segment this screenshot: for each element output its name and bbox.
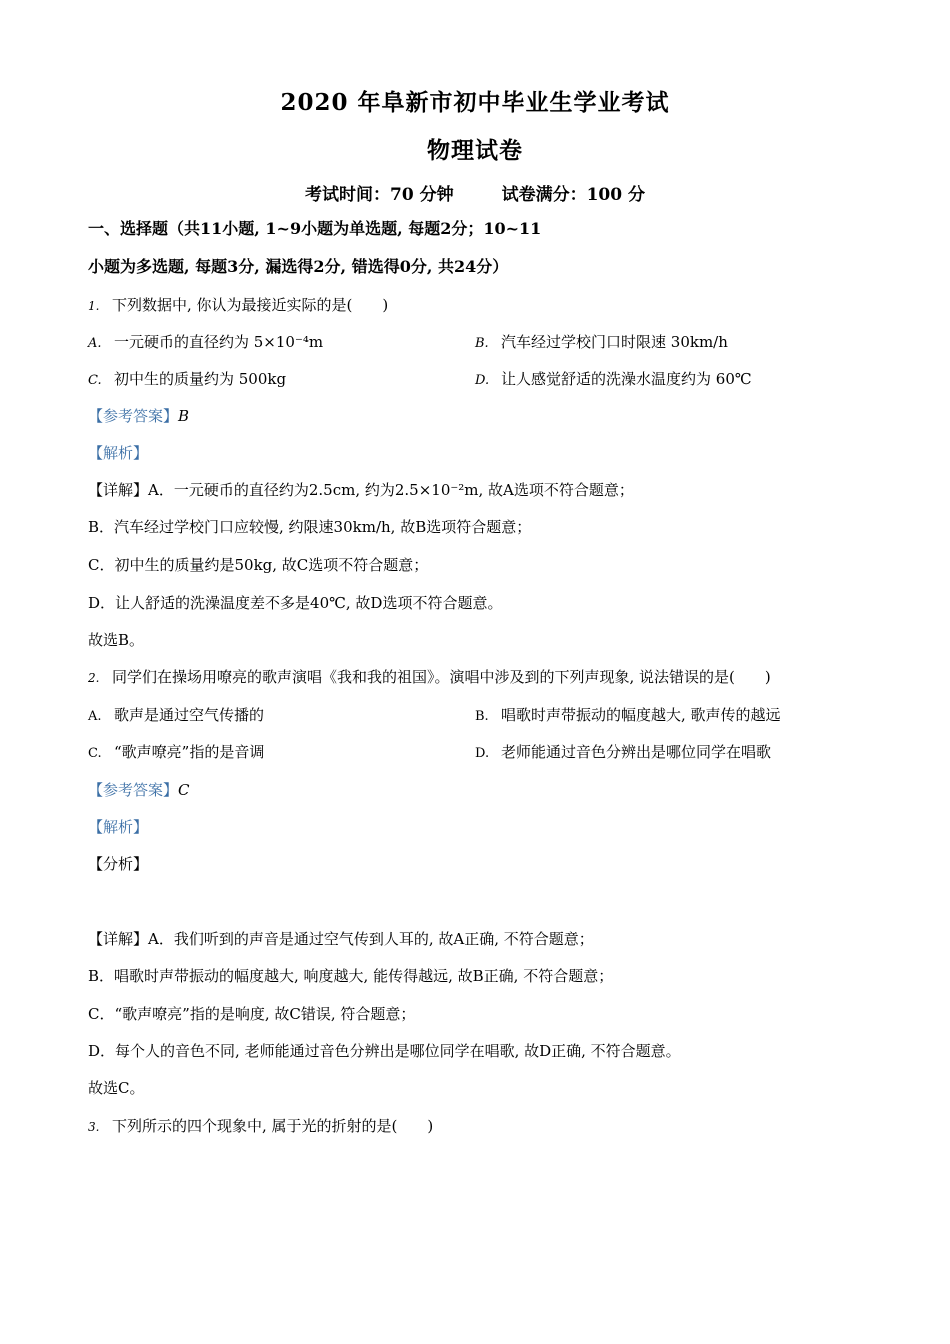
q2-conclusion: 故选C。 xyxy=(88,1079,145,1097)
option-letter: A. xyxy=(88,709,102,724)
exam-title: 2020 年阜新市初中毕业生学业考试 xyxy=(280,89,670,116)
question-3 xyxy=(88,1115,433,1138)
option-text: 唱歌时声带振动的幅度越大, 歌声传的越远 xyxy=(501,706,781,724)
option-text: 歌声是通过空气传播的 xyxy=(114,706,265,724)
option-text: “歌声嘹亮”指的是音调 xyxy=(114,743,265,761)
answer-label: 【参考答案】 xyxy=(88,781,179,799)
q1-option-c xyxy=(88,368,286,392)
question-1 xyxy=(88,294,388,317)
option-text: 老师能通过音色分辨出是哪位同学在唱歌 xyxy=(501,743,772,761)
exam-info xyxy=(0,180,950,205)
answer-value: B xyxy=(178,407,190,425)
question-2 xyxy=(88,666,771,689)
q2-option-d xyxy=(475,741,771,765)
q2-analysis-label: 【解析】 xyxy=(88,818,149,836)
q1-detail-b: B．汽车经过学校门口应较慢, 约限速30km/h, 故B选项符合题意； xyxy=(88,518,532,536)
question-stem: 同学们在操场用嘹亮的歌声演唱《我和我的祖国》。演唱中涉及到的下列声现象, 说法错误的是( ) xyxy=(112,668,771,686)
option-letter: B. xyxy=(475,336,489,351)
q2-option-a xyxy=(88,704,264,728)
option-letter: B. xyxy=(475,709,489,724)
exam-subject: 物理试卷 xyxy=(427,137,523,164)
question-number: 1. xyxy=(88,299,100,313)
option-text: 一元硬币的直径约为 5×10⁻⁴m xyxy=(114,333,324,351)
q2-option-c xyxy=(88,741,264,765)
q1-detail-d: D．让人舒适的洗澡温度差不多是40℃, 故D选项不符合题意。 xyxy=(88,594,503,612)
option-text: 让人感觉舒适的洗澡水温度约为 60℃ xyxy=(501,370,752,388)
q1-option-b xyxy=(475,331,728,355)
answer-value: C xyxy=(178,781,190,799)
exam-time: 考试时间：70 分钟 xyxy=(305,185,454,205)
answer-label: 【参考答案】 xyxy=(88,407,179,425)
q1-detail-c: C．初中生的质量约是50kg, 故C选项不符合题意； xyxy=(88,556,429,574)
q2-detail-a: 【详解】A．我们听到的声音是通过空气传到人耳的, 故A正确, 不符合题意； xyxy=(88,930,594,948)
q2-option-b xyxy=(475,704,781,728)
question-number: 2. xyxy=(88,671,100,685)
option-letter: D. xyxy=(475,746,490,761)
option-letter: C. xyxy=(88,746,102,761)
option-letter: C. xyxy=(88,373,102,388)
option-letter: A. xyxy=(88,336,102,351)
q2-fenxi-label: 【分析】 xyxy=(88,855,149,873)
question-stem: 下列数据中, 你认为最接近实际的是( ) xyxy=(112,296,389,314)
q1-conclusion: 故选B。 xyxy=(88,631,145,649)
q1-answer xyxy=(88,405,189,427)
full-score: 试卷满分：100 分 xyxy=(501,185,645,205)
section-heading-line1: 一、选择题（共11小题, 1~9小题为单选题, 每题2分；10~11 xyxy=(88,219,542,238)
q1-option-d xyxy=(475,368,752,392)
q2-detail-b: B．唱歌时声带振动的幅度越大, 响度越大, 能传得越远, 故B正确, 不符合题意； xyxy=(88,967,614,985)
q2-detail-c: C．“歌声嘹亮”指的是响度, 故C错误, 符合题意； xyxy=(88,1005,416,1023)
option-text: 初中生的质量约为 500kg xyxy=(114,370,287,388)
q2-answer xyxy=(88,779,190,801)
section-heading-line2: 小题为多选题, 每题3分, 漏选得2分, 错选得0分, 共24分） xyxy=(88,257,509,276)
option-text: 汽车经过学校门口时限速 30km/h xyxy=(501,333,728,351)
question-stem: 下列所示的四个现象中, 属于光的折射的是( ) xyxy=(112,1117,434,1135)
q2-detail-d: D．每个人的音色不同, 老师能通过音色分辨出是哪位同学在唱歌, 故D正确, 不符合题意。 xyxy=(88,1042,681,1060)
option-letter: D. xyxy=(475,373,490,388)
q1-analysis-label: 【解析】 xyxy=(88,444,149,462)
q1-detail-a: 【详解】A．一元硬币的直径约为2.5cm, 约为2.5×10⁻²m, 故A选项不符合题意； xyxy=(88,481,634,499)
q1-option-a xyxy=(88,331,323,355)
question-number: 3. xyxy=(88,1120,100,1134)
